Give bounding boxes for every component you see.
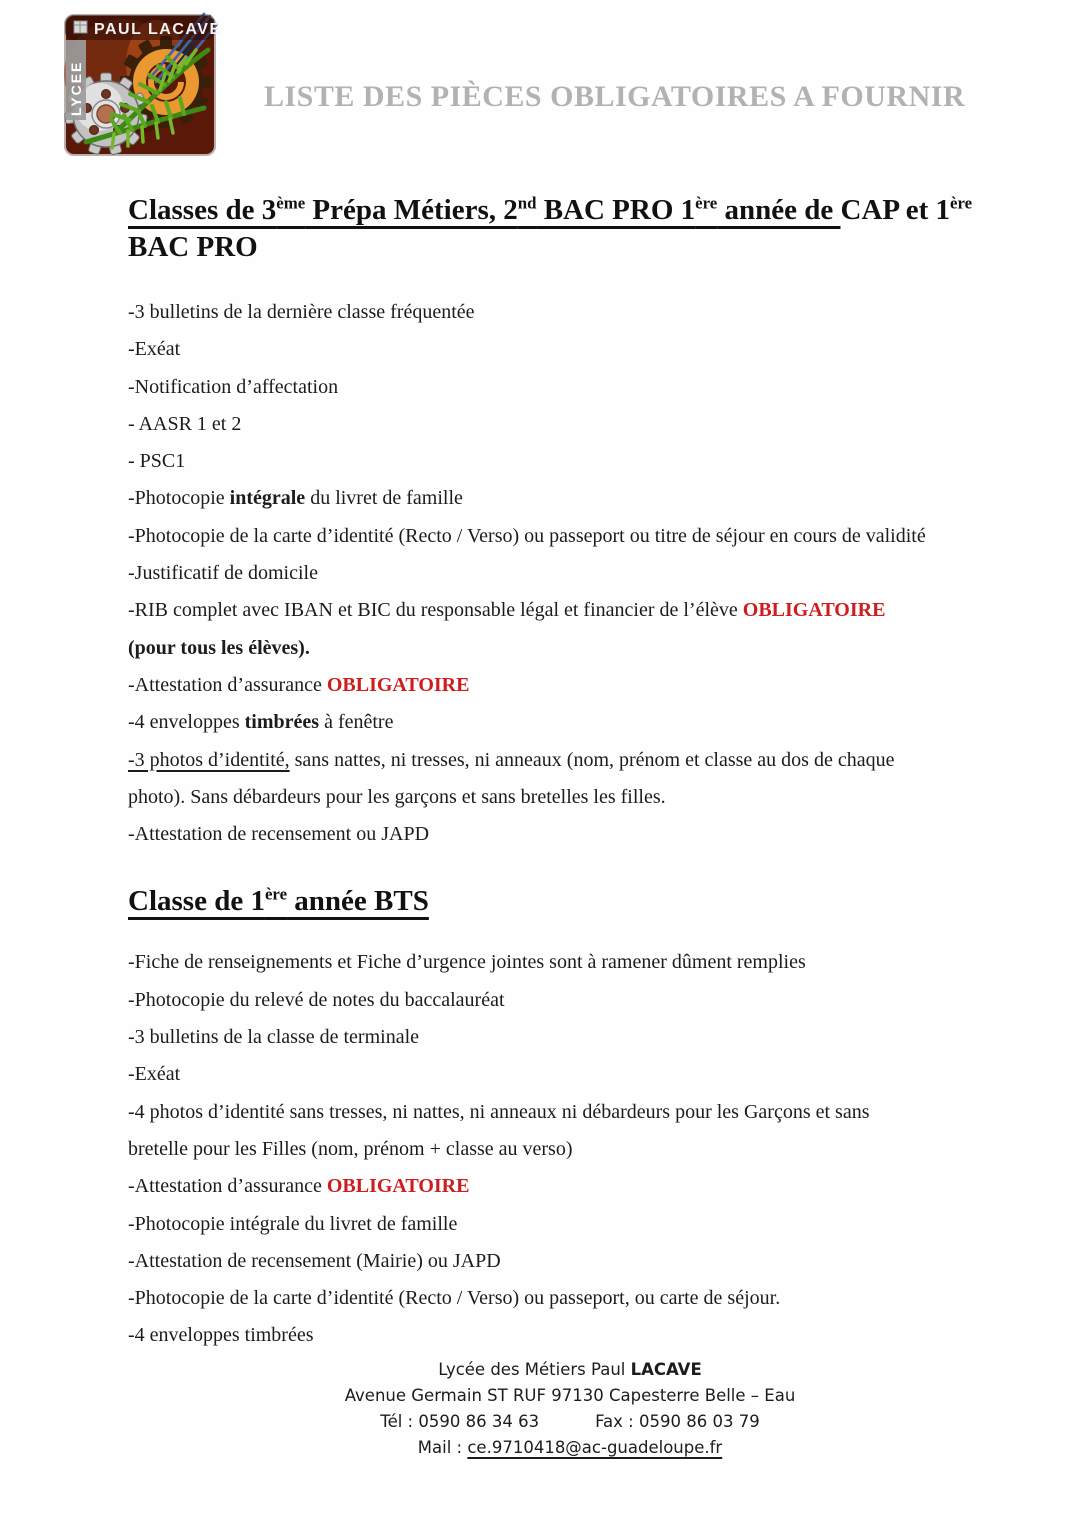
text-segment: ère [264, 884, 288, 904]
text-segment: bretelle pour les Filles (nom, prénom + classe au verso) [128, 1137, 573, 1160]
section-prepa-metiers [128, 192, 1068, 853]
footer-contact-block [0, 1357, 1086, 1461]
text-segment: -Justificatif de domicile [128, 562, 318, 585]
text-segment: -4 enveloppes timbrées [128, 1324, 314, 1347]
list-item [128, 1317, 1068, 1354]
text-segment: -Photocopie de la carte d’identité (Recto / Verso) ou passeport, ou carte de séjour. [128, 1287, 781, 1310]
text-segment: BAC PRO [128, 231, 258, 263]
list-item [128, 1056, 1068, 1093]
list-item [128, 331, 1068, 368]
list-item [128, 294, 1068, 331]
text-segment: photo). Sans débardeurs pour les garçons et sans bretelles les filles. [128, 785, 666, 808]
list-item [128, 1168, 1068, 1205]
list-item [128, 944, 1068, 981]
text-segment: Lycée des Métiers Paul [438, 1359, 631, 1379]
text-segment: timbrées [244, 711, 320, 734]
text-segment: -Attestation de recensement ou JAPD [128, 823, 430, 846]
list-item [128, 406, 1068, 443]
text-segment: - PSC1 [128, 450, 186, 473]
list-item [128, 592, 1068, 667]
text-segment: Mail : [417, 1437, 468, 1457]
text-segment: -Photocopie du relevé de notes du baccalauréat [128, 988, 505, 1011]
logo-school-name: PAUL LACAVE [94, 21, 220, 38]
text-segment: CAP et 1 [840, 194, 951, 226]
list-item [128, 1206, 1068, 1243]
list-item [128, 1243, 1068, 1280]
list-item [128, 982, 1068, 1019]
document-list-prepa [128, 294, 1068, 853]
logo-school-type: LYCEE [68, 60, 84, 116]
text-segment: Tél : 0590 86 34 63 [380, 1411, 540, 1431]
text-segment: sans nattes, ni tresses, ni anneaux (nom, prénom et classe au dos de chaque [289, 748, 895, 771]
text-segment: Classe de 1 [128, 885, 265, 918]
text-segment: -Photocopie [128, 487, 230, 510]
text-segment: BAC PRO 1 [536, 194, 696, 226]
text-segment: ère [695, 193, 718, 213]
text-segment: OBLIGATOIRE [742, 599, 886, 622]
text-segment: année BTS [287, 885, 429, 918]
text-segment: -RIB complet avec IBAN et BIC du responsable légal et financier de l’élève [128, 599, 743, 622]
text-segment: -Photocopie de la carte d’identité (Recto / Verso) ou passeport ou titre de séjour en cours de validité [128, 524, 926, 547]
text-segment: Prépa Métiers, 2 [305, 194, 518, 226]
text-segment: -4 enveloppes [128, 711, 245, 734]
list-item [128, 555, 1068, 592]
document-title: LISTE DES PIÈCES OBLIGATOIRES A FOURNIR [264, 80, 966, 113]
list-item [128, 1094, 1068, 1169]
text-segment: -Attestation d’assurance [128, 673, 327, 696]
text-segment: -Fiche de renseignements et Fiche d’urgence jointes sont à ramener dûment remplies [128, 951, 806, 974]
text-segment: -Photocopie intégrale du livret de famille [128, 1212, 458, 1235]
text-segment: Avenue Germain ST RUF 97130 Capesterre Belle – Eau [344, 1385, 796, 1405]
text-segment: LACAVE [630, 1359, 702, 1379]
email-link[interactable]: ce.9710418@ac-guadeloupe.fr [467, 1437, 723, 1457]
text-segment: -Attestation d’assurance [128, 1175, 327, 1198]
list-item [54, 1357, 1086, 1383]
list-item [128, 1280, 1068, 1317]
text-segment: du livret de famille [305, 487, 463, 510]
heading-underlined-text [128, 885, 429, 917]
list-item [128, 667, 1068, 704]
text-segment: à fenêtre [319, 711, 394, 734]
text-segment: - AASR 1 et 2 [128, 412, 242, 435]
list-item [128, 1019, 1068, 1056]
section-bts [128, 883, 1068, 1354]
text-segment: -Exéat [128, 338, 181, 361]
section-heading-prepa [128, 192, 1068, 266]
text-segment: intégrale [229, 487, 306, 510]
text-segment: Fax : 0590 86 03 79 [595, 1411, 760, 1431]
list-item [128, 704, 1068, 741]
document-header [0, 0, 1086, 170]
section-heading-bts [128, 883, 1068, 920]
text-segment: -4 photos d’identité sans tresses, ni nattes, ni anneaux ni débardeurs pour les Garçons et sans [128, 1100, 870, 1123]
text-segment: OBLIGATOIRE [326, 1175, 470, 1198]
text-segment: Classes de 3 [128, 194, 277, 226]
heading-underlined-text [128, 194, 841, 226]
list-item [128, 480, 1068, 517]
text-segment: (pour tous les élèves). [128, 636, 310, 659]
text-segment: -3 bulletins de la classe de terminale [128, 1026, 420, 1049]
text-segment: nd [517, 193, 537, 213]
list-item [128, 816, 1068, 853]
text-segment: ère [950, 193, 973, 213]
list-item [128, 369, 1068, 406]
list-item [128, 518, 1068, 555]
list-item [128, 742, 1068, 817]
text-segment: -Notification d’affectation [128, 375, 339, 398]
list-item [54, 1383, 1086, 1409]
document-list-bts [128, 944, 1068, 1354]
document-content [128, 192, 1068, 1355]
text-segment: -3 bulletins de la dernière classe fréquentée [128, 301, 475, 323]
text-segment: -3 photos d’identité, [128, 748, 290, 771]
list-item [128, 443, 1068, 480]
text-segment: -Exéat [128, 1063, 181, 1086]
school-logo-icon [60, 12, 220, 162]
text-segment: année de [717, 194, 841, 226]
school-logo [60, 12, 220, 162]
list-item [54, 1409, 1086, 1435]
text-segment: -Attestation de recensement (Mairie) ou JAPD [128, 1249, 501, 1272]
text-segment: OBLIGATOIRE [326, 673, 470, 696]
text-segment: ème [276, 193, 306, 213]
list-item [54, 1435, 1086, 1461]
